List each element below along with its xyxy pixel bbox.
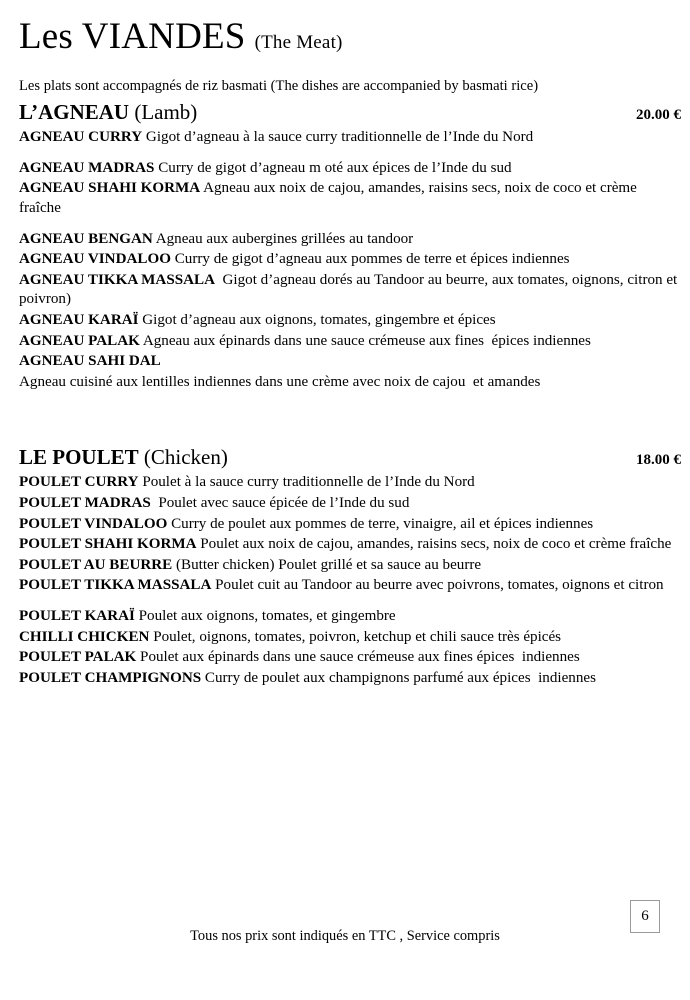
menu-item-name: POULET KARAÏ <box>19 608 135 625</box>
menu-item <box>19 515 681 535</box>
menu-item <box>19 159 681 179</box>
menu-item <box>19 311 681 331</box>
menu-item <box>19 179 681 218</box>
menu-item-name: POULET CHAMPIGNONS <box>19 669 202 686</box>
menu-item <box>19 352 681 372</box>
menu-item <box>19 271 681 310</box>
menu-item <box>19 648 681 668</box>
menu-item-description: Gigot d’agneau à la sauce curry traditionnelle de l’Inde du Nord <box>142 129 534 146</box>
menu-item <box>19 332 681 352</box>
menu-item-description: Poulet aux épinards dans une sauce crémeuse aux fines épices indiennes <box>136 649 580 666</box>
menu-item <box>19 494 681 514</box>
menu-item-description: Agneau aux noix de cajou, amandes, raisins secs, noix de coco et crème fraîche <box>19 180 641 216</box>
menu-item-description: Curry de poulet aux champignons parfumé aux épices indiennes <box>201 669 596 686</box>
menu-item-name: POULET SHAHI KORMA <box>19 536 197 553</box>
menu-item-description: Agneau cuisiné aux lentilles indiennes dans une crème avec noix de cajou et amandes <box>19 373 541 390</box>
menu-item-name: AGNEAU TIKKA MASSALA <box>19 271 215 288</box>
menu-item-description: Gigot d’agneau dorés au Tandoor au beurre, aux tomates, oignons, citron et poivron) <box>19 271 682 308</box>
menu-item <box>19 607 681 627</box>
menu-item-name: AGNEAU SAHI DAL <box>19 353 161 370</box>
menu-item-description: Poulet à la sauce curry traditionnelle de l’Inde du Nord <box>138 474 475 491</box>
menu-item-translation: (Butter chicken) <box>172 556 275 573</box>
menu-item-description: Curry de gigot d’agneau aux pommes de terre et épices indiennes <box>170 251 570 268</box>
menu-item <box>19 535 681 555</box>
menu-item <box>19 250 681 270</box>
section-title-translation: (Lamb) <box>129 100 198 125</box>
menu-item-name: POULET AU BEURRE <box>19 556 173 573</box>
menu-item-name: POULET TIKKA MASSALA <box>19 577 212 594</box>
menu-item-name: AGNEAU PALAK <box>19 332 140 349</box>
menu-item <box>19 128 681 148</box>
menu-item-description: Gigot d’agneau aux oignons, tomates, gingembre et épices <box>138 311 496 328</box>
menu-item-name: AGNEAU KARAÏ <box>19 311 139 328</box>
menu-item-description: Poulet, oignons, tomates, poivron, ketchup et chili sauce très épicés <box>149 628 562 645</box>
menu-item <box>19 556 681 576</box>
section-title-translation: (Chicken) <box>138 445 228 470</box>
menu-item-description: Curry de gigot d’agneau m oté aux épices de l’Inde du sud <box>154 159 512 176</box>
menu-item-name: POULET VINDALOO <box>19 515 168 532</box>
menu-item-name: POULET PALAK <box>19 649 137 666</box>
menu-item <box>19 473 681 493</box>
section-header <box>19 100 681 125</box>
menu-item-description: Poulet cuit au Tandoor au beurre avec poivrons, tomates, oignons et citron <box>211 577 664 594</box>
menu-item-name: CHILLI CHICKEN <box>19 628 150 645</box>
menu-item-description: Agneau aux épinards dans une sauce crémeuse aux fines épices indiennes <box>139 332 591 349</box>
section-header <box>19 445 681 470</box>
menu-item <box>19 576 681 596</box>
section-price: 18.00 € <box>636 452 681 469</box>
page-number-box <box>630 900 660 933</box>
intro-note: Les plats sont accompagnés de riz basmati (The dishes are accompanied by basmati rice) <box>19 77 539 94</box>
menu-item-name: AGNEAU SHAHI KORMA <box>19 180 201 197</box>
menu-content <box>19 18 681 688</box>
menu-item-description: Poulet grillé et sa sauce au beurre <box>274 556 482 573</box>
menu-sections <box>19 100 681 688</box>
menu-item-name: POULET CURRY <box>19 474 139 491</box>
section-title <box>19 445 228 470</box>
menu-item-name: AGNEAU VINDALOO <box>19 251 171 268</box>
page-title-main: Les VIANDES <box>19 16 246 57</box>
page-title <box>19 18 681 57</box>
menu-item-name: AGNEAU MADRAS <box>19 159 155 176</box>
menu-item <box>19 628 681 648</box>
menu-item <box>19 669 681 689</box>
menu-item <box>19 230 681 250</box>
menu-item-description: Agneau aux aubergines grillées au tandoor <box>152 230 414 247</box>
page-number: 6 <box>641 908 649 924</box>
section-spacer <box>19 392 681 440</box>
section-title-main: LE POULET <box>19 445 139 470</box>
menu-item-description: Poulet avec sauce épicée de l’Inde du sud <box>150 495 410 511</box>
menu-item-name: AGNEAU BENGAN <box>19 230 153 247</box>
menu-item-description: Curry de poulet aux pommes de terre, vinaigre, ail et épices indiennes <box>167 515 594 532</box>
section-title <box>19 100 197 125</box>
section-price: 20.00 € <box>636 107 681 124</box>
page-title-translation: (The Meat) <box>254 32 343 53</box>
menu-item-name: AGNEAU CURRY <box>19 129 143 146</box>
menu-item-name: POULET MADRAS <box>19 495 151 511</box>
section-title-main: L’AGNEAU <box>19 100 130 125</box>
menu-item-description: Poulet aux oignons, tomates, et gingembre <box>134 608 396 625</box>
menu-item-description: Poulet aux noix de cajou, amandes, raisins secs, noix de coco et crème fraîche <box>196 536 672 553</box>
footer-note: Tous nos prix sont indiqués en TTC , Service compris <box>190 928 500 944</box>
